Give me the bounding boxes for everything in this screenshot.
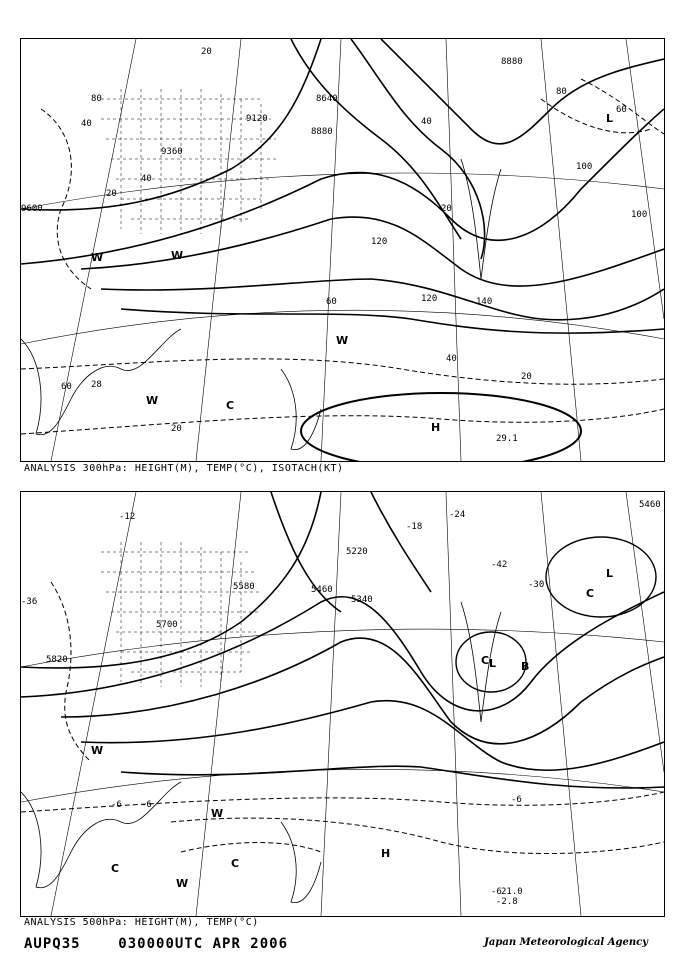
map-panel-300hpa xyxy=(20,38,665,462)
map-panel-500hpa xyxy=(20,491,665,917)
contour-label: 60 xyxy=(61,382,72,392)
contour-label: 120 xyxy=(421,294,438,304)
map-500hpa-chart xyxy=(21,492,664,916)
pressure-symbol: C xyxy=(231,857,240,870)
panel-caption-300hpa: ANALYSIS 300hPa: HEIGHT(M), TEMP(°C), ISOTACH(KT) xyxy=(24,463,344,474)
pressure-symbol: B xyxy=(521,660,530,673)
pressure-symbol: C xyxy=(481,654,490,667)
pressure-symbol: W xyxy=(171,249,184,262)
contour-label: 29.1 xyxy=(496,434,518,444)
contour-label: 120 xyxy=(371,237,388,247)
contour-label: 8880 xyxy=(311,127,333,137)
pressure-symbol: W xyxy=(91,251,104,264)
contour-label: -6 xyxy=(141,800,152,810)
contour-label: -12 xyxy=(119,512,136,522)
grid-lines xyxy=(21,492,664,916)
contour-label: 5700 xyxy=(156,620,178,630)
pressure-symbol: W xyxy=(336,334,349,347)
contour-label: 100 xyxy=(576,162,593,172)
contour-label: -6 xyxy=(511,795,522,805)
contour-label: 21.0 xyxy=(501,887,523,897)
contour-label: 20 xyxy=(201,47,212,57)
high-contour xyxy=(301,393,581,461)
contour-label: -6 xyxy=(111,800,122,810)
bulletin-datetime: 030000UTC APR 2006 xyxy=(118,936,289,952)
bulletin-code: AUPQ35 xyxy=(24,936,81,952)
contour-label: -6 xyxy=(491,887,502,897)
contour-label: 80 xyxy=(556,87,567,97)
contour-label: -24 xyxy=(449,510,466,520)
contour-label: -2.8 xyxy=(496,897,518,907)
contour-label: 40 xyxy=(141,174,152,184)
contour-label: -42 xyxy=(491,560,508,570)
pressure-symbol: H xyxy=(381,847,391,860)
hatched-area xyxy=(101,542,261,687)
contour-label: 40 xyxy=(446,354,457,364)
contour-label: 80 xyxy=(91,94,102,104)
contour-label: 5220 xyxy=(346,547,368,557)
contour-label: 28 xyxy=(91,380,102,390)
contour-label: -36 xyxy=(21,597,38,607)
pressure-symbol: W xyxy=(211,807,224,820)
contour-label: 9360 xyxy=(161,147,183,157)
contour-label: 8640 xyxy=(316,94,338,104)
contour-label: 5340 xyxy=(351,595,373,605)
height-contours xyxy=(21,492,664,788)
contour-label: 60 xyxy=(616,105,627,115)
pressure-symbol: H xyxy=(431,421,441,434)
hatched-area xyxy=(101,89,276,234)
map-300hpa-chart xyxy=(21,39,664,461)
contour-label: 5580 xyxy=(233,582,255,592)
pressure-symbol: L xyxy=(606,112,614,125)
pressure-symbol: W xyxy=(146,394,159,407)
pressure-symbol: C xyxy=(586,587,595,600)
contour-label: 20 xyxy=(171,424,182,434)
contour-label: -18 xyxy=(406,522,423,532)
contour-label: 5460 xyxy=(639,500,661,510)
contour-label: 100 xyxy=(631,210,648,220)
contour-label: 40 xyxy=(81,119,92,129)
contour-label: 20 xyxy=(106,189,117,199)
contour-label: 20 xyxy=(441,204,452,214)
contour-label: 9600 xyxy=(21,204,43,214)
pressure-symbol: C xyxy=(226,399,235,412)
contour-label: 40 xyxy=(421,117,432,127)
contour-label: 5820 xyxy=(46,655,68,665)
contour-label: 140 xyxy=(476,297,493,307)
contour-label: 8880 xyxy=(501,57,523,67)
contour-label: 9120 xyxy=(246,114,268,124)
pressure-symbol: L xyxy=(489,657,497,670)
panel-caption-500hpa: ANALYSIS 500hPa: HEIGHT(M), TEMP(°C) xyxy=(24,917,259,928)
temp-contours xyxy=(21,582,664,854)
low-contour xyxy=(546,537,656,617)
contour-label: 5460 xyxy=(311,585,333,595)
bulletin-header xyxy=(24,936,288,952)
height-contours xyxy=(21,39,664,333)
pressure-symbol: W xyxy=(91,744,104,757)
contour-label: 20 xyxy=(521,372,532,382)
pressure-symbol: L xyxy=(606,567,614,580)
pressure-symbol: W xyxy=(176,877,189,890)
pressure-symbol: C xyxy=(111,862,120,875)
contour-label: -30 xyxy=(528,580,545,590)
contour-label: 60 xyxy=(326,297,337,307)
agency-credit: Japan Meteorological Agency xyxy=(484,937,648,948)
